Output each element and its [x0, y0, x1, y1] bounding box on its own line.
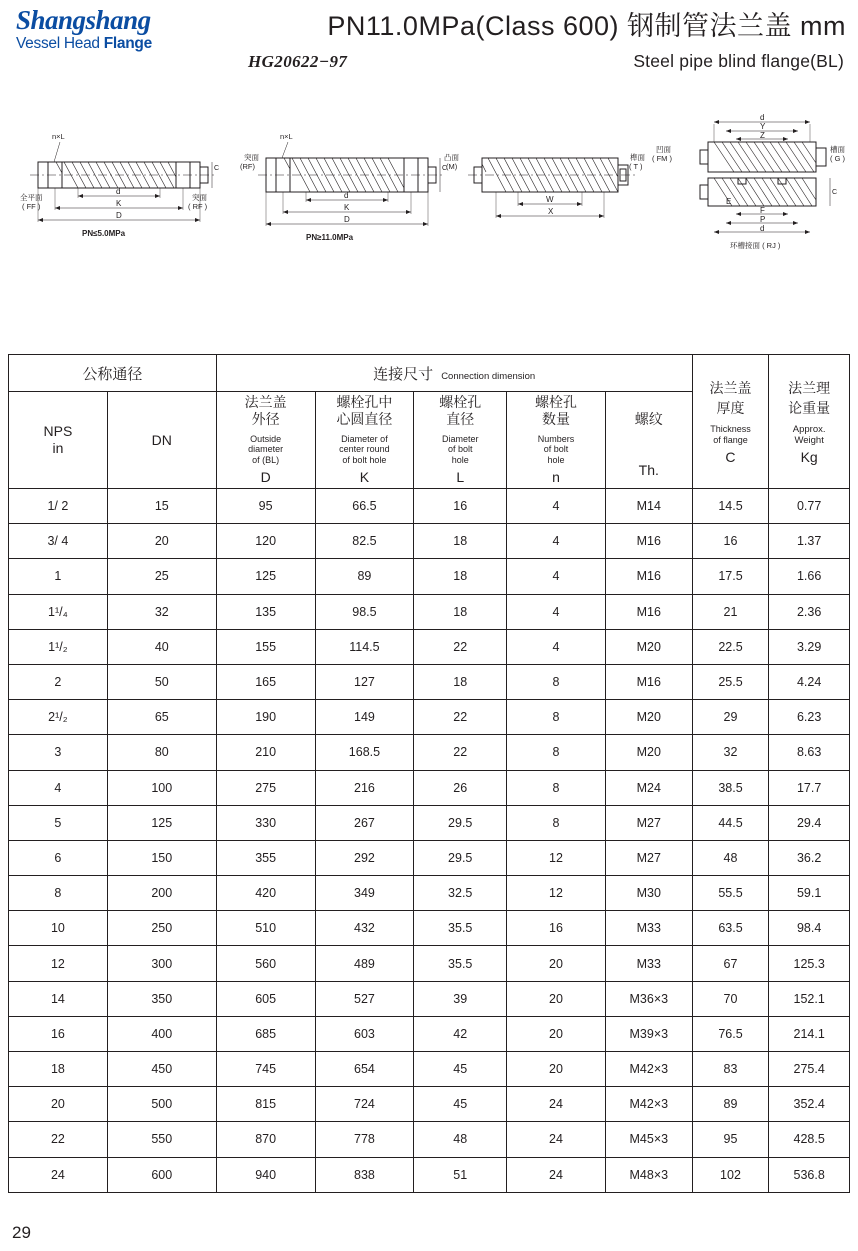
- table-row: [9, 700, 850, 735]
- weight-en-l2: Weight: [794, 435, 824, 446]
- cell-nps: 2¹/₂: [9, 700, 108, 735]
- svg-text:环槽接面 ( RJ ): 环槽接面 ( RJ ): [730, 241, 781, 250]
- cell-l: 45: [414, 1087, 507, 1122]
- drawings-svg: [0, 104, 858, 354]
- col-symbol-th: Th.: [638, 462, 659, 478]
- table-row: [9, 594, 850, 629]
- cell-c: 102: [692, 1157, 769, 1192]
- weight-cn-l2: 论重量: [788, 400, 831, 416]
- svg-text:榫面: 榫面: [630, 153, 645, 162]
- table-row: [9, 1157, 850, 1192]
- cell-n: 4: [507, 629, 606, 664]
- weight-cn-l1: 法兰理: [788, 380, 831, 396]
- cell-c: 38.5: [692, 770, 769, 805]
- table-row: [9, 664, 850, 699]
- cell-n: 8: [507, 735, 606, 770]
- cell-k: 603: [315, 1016, 414, 1051]
- cell-c: 67: [692, 946, 769, 981]
- cell-nps: 6: [9, 840, 108, 875]
- page-number: 29: [12, 1223, 31, 1242]
- svg-text:E: E: [726, 197, 732, 206]
- table-row: [9, 911, 850, 946]
- cell-l: 51: [414, 1157, 507, 1192]
- svg-text:( T ): ( T ): [629, 162, 643, 171]
- svg-text:PN≤5.0MPa: PN≤5.0MPa: [82, 229, 126, 238]
- cell-k: 127: [315, 664, 414, 699]
- cell-n: 24: [507, 1157, 606, 1192]
- cell-c: 29: [692, 700, 769, 735]
- cell-dn: 15: [107, 489, 216, 524]
- svg-text:F: F: [760, 206, 765, 215]
- cell-n: 16: [507, 911, 606, 946]
- svg-text:PN≥11.0MPa: PN≥11.0MPa: [306, 233, 354, 242]
- cell-k: 527: [315, 981, 414, 1016]
- table-row: [9, 489, 850, 524]
- cell-n: 20: [507, 946, 606, 981]
- cell-kg: 214.1: [769, 1016, 850, 1051]
- cell-n: 12: [507, 876, 606, 911]
- col-symbol-d: D: [260, 468, 271, 485]
- svg-text:d: d: [116, 187, 121, 196]
- cell-dn: 50: [107, 664, 216, 699]
- cell-kg: 536.8: [769, 1157, 850, 1192]
- drawing-ff-rf: [20, 132, 219, 238]
- svg-text:C: C: [214, 165, 220, 172]
- cell-c: 14.5: [692, 489, 769, 524]
- cell-d: 870: [216, 1122, 315, 1157]
- cell-th: M20: [605, 700, 692, 735]
- cell-th: M20: [605, 629, 692, 664]
- table-row: [9, 559, 850, 594]
- cell-l: 22: [414, 735, 507, 770]
- svg-text:d: d: [760, 224, 765, 233]
- cell-c: 17.5: [692, 559, 769, 594]
- thickness-cn-l1: 法兰盖: [709, 380, 752, 397]
- svg-text:W: W: [546, 195, 554, 204]
- table-row: [9, 1052, 850, 1087]
- cell-dn: 32: [107, 594, 216, 629]
- cell-th: M16: [605, 524, 692, 559]
- cell-d: 95: [216, 489, 315, 524]
- cell-th: M42×3: [605, 1052, 692, 1087]
- cell-d: 420: [216, 876, 315, 911]
- standard-code: HG20622−97: [248, 52, 348, 71]
- cell-d: 355: [216, 840, 315, 875]
- table-row: [9, 524, 850, 559]
- cell-k: 149: [315, 700, 414, 735]
- svg-text:突面: 突面: [244, 153, 259, 162]
- cell-nps: 22: [9, 1122, 108, 1157]
- technical-drawings: [0, 104, 858, 354]
- svg-text:( FF ): ( FF ): [22, 202, 41, 211]
- cell-kg: 1.66: [769, 559, 850, 594]
- cell-nps: 3: [9, 735, 108, 770]
- cell-k: 267: [315, 805, 414, 840]
- cell-c: 63.5: [692, 911, 769, 946]
- cell-kg: 1.37: [769, 524, 850, 559]
- table-row: [9, 840, 850, 875]
- thickness-symbol: C: [725, 448, 736, 465]
- cell-d: 605: [216, 981, 315, 1016]
- col-header-l: 螺栓孔 直径 Diameter of bolt hole L: [414, 392, 507, 489]
- svg-text:K: K: [344, 203, 350, 212]
- svg-text:K: K: [116, 199, 122, 208]
- cell-l: 26: [414, 770, 507, 805]
- svg-text:( FM ): ( FM ): [652, 154, 672, 163]
- table-body: [9, 489, 850, 1193]
- col-symbol-l: L: [456, 468, 465, 485]
- cell-c: 32: [692, 735, 769, 770]
- cell-n: 4: [507, 524, 606, 559]
- cell-dn: 450: [107, 1052, 216, 1087]
- cell-kg: 17.7: [769, 770, 850, 805]
- col-symbol-k: K: [359, 468, 370, 485]
- svg-text:C: C: [442, 165, 448, 172]
- cell-l: 35.5: [414, 946, 507, 981]
- cell-kg: 3.29: [769, 629, 850, 664]
- cell-dn: 550: [107, 1122, 216, 1157]
- cell-nps: 1¹/₂: [9, 629, 108, 664]
- svg-text:( G ): ( G ): [830, 154, 845, 163]
- thickness-cn-l2: 厚度: [716, 400, 745, 417]
- group-header-connection-en: Connection dimension: [441, 370, 536, 382]
- table-row: [9, 805, 850, 840]
- cell-dn: 500: [107, 1087, 216, 1122]
- svg-text:Z: Z: [760, 131, 765, 140]
- col-header-n: 螺栓孔 数量 Numbers of bolt hole n: [507, 392, 606, 489]
- cell-l: 32.5: [414, 876, 507, 911]
- cell-d: 125: [216, 559, 315, 594]
- cell-c: 76.5: [692, 1016, 769, 1051]
- title-subrow: [210, 51, 850, 72]
- cell-nps: 12: [9, 946, 108, 981]
- cell-th: M48×3: [605, 1157, 692, 1192]
- cell-c: 48: [692, 840, 769, 875]
- svg-text:d: d: [760, 113, 765, 122]
- cell-k: 489: [315, 946, 414, 981]
- cell-l: 18: [414, 664, 507, 699]
- cell-nps: 24: [9, 1157, 108, 1192]
- cell-th: M24: [605, 770, 692, 805]
- cell-th: M27: [605, 805, 692, 840]
- col-header-th: 螺纹 Th.: [605, 392, 692, 489]
- cell-n: 8: [507, 805, 606, 840]
- dn-label: DN: [151, 431, 172, 448]
- cell-n: 8: [507, 700, 606, 735]
- table-row: [9, 1122, 850, 1157]
- cell-l: 22: [414, 629, 507, 664]
- cell-n: 8: [507, 770, 606, 805]
- cell-d: 940: [216, 1157, 315, 1192]
- cell-l: 39: [414, 981, 507, 1016]
- svg-text:Y: Y: [760, 122, 766, 131]
- cell-k: 654: [315, 1052, 414, 1087]
- table-row: [9, 1087, 850, 1122]
- cell-nps: 16: [9, 1016, 108, 1051]
- flange-spec-table: [8, 354, 850, 1193]
- cell-kg: 428.5: [769, 1122, 850, 1157]
- cell-n: 24: [507, 1087, 606, 1122]
- cell-n: 8: [507, 664, 606, 699]
- svg-text:全平面: 全平面: [20, 193, 43, 202]
- cell-k: 292: [315, 840, 414, 875]
- cell-c: 95: [692, 1122, 769, 1157]
- col-header-k: 螺栓孔中 心圆直径 Diameter of center round of bolt hole K: [315, 392, 414, 489]
- col-symbol-n: n: [552, 468, 560, 485]
- cell-k: 349: [315, 876, 414, 911]
- cell-dn: 350: [107, 981, 216, 1016]
- spec-table-wrapper: [8, 354, 850, 1193]
- page-title: PN11.0MPa(Class 600) 钢制管法兰盖 mm: [327, 11, 846, 41]
- group-header-weight: [769, 355, 850, 489]
- cell-th: M39×3: [605, 1016, 692, 1051]
- table-row: [9, 946, 850, 981]
- cell-dn: 20: [107, 524, 216, 559]
- cell-th: M27: [605, 840, 692, 875]
- cell-d: 510: [216, 911, 315, 946]
- cell-kg: 98.4: [769, 911, 850, 946]
- nps-label-l2: in: [52, 440, 64, 456]
- cell-nps: 1¹/₄: [9, 594, 108, 629]
- cell-nps: 2: [9, 664, 108, 699]
- table-group-header-row: [9, 355, 850, 392]
- cell-c: 16: [692, 524, 769, 559]
- weight-en-l1: Approx.: [792, 424, 826, 435]
- svg-text:突面: 突面: [192, 193, 207, 202]
- cell-c: 22.5: [692, 629, 769, 664]
- cell-l: 18: [414, 559, 507, 594]
- table-row: [9, 981, 850, 1016]
- cell-dn: 300: [107, 946, 216, 981]
- page-subtitle: Steel pipe blind flange(BL): [633, 51, 844, 71]
- cell-l: 35.5: [414, 911, 507, 946]
- cell-n: 4: [507, 559, 606, 594]
- cell-kg: 275.4: [769, 1052, 850, 1087]
- brand-tagline: [16, 35, 206, 53]
- cell-l: 45: [414, 1052, 507, 1087]
- cell-dn: 125: [107, 805, 216, 840]
- svg-text:C: C: [832, 189, 838, 196]
- cell-n: 20: [507, 1016, 606, 1051]
- svg-text:n×L: n×L: [280, 132, 293, 141]
- cell-k: 98.5: [315, 594, 414, 629]
- cell-n: 4: [507, 594, 606, 629]
- cell-th: M33: [605, 946, 692, 981]
- drawing-fm-g-rj: [652, 113, 845, 250]
- svg-text:X: X: [548, 207, 554, 216]
- cell-d: 685: [216, 1016, 315, 1051]
- cell-dn: 200: [107, 876, 216, 911]
- cell-th: M16: [605, 594, 692, 629]
- cell-dn: 65: [107, 700, 216, 735]
- cell-th: M16: [605, 559, 692, 594]
- cell-th: M45×3: [605, 1122, 692, 1157]
- cell-nps: 4: [9, 770, 108, 805]
- cell-l: 16: [414, 489, 507, 524]
- cell-n: 24: [507, 1122, 606, 1157]
- cell-nps: 1: [9, 559, 108, 594]
- thickness-en-l2: of flange: [713, 435, 748, 445]
- svg-text:槽面: 槽面: [830, 145, 845, 154]
- table-row: [9, 629, 850, 664]
- cell-dn: 150: [107, 840, 216, 875]
- svg-text:( RF ): ( RF ): [188, 202, 208, 211]
- cell-d: 330: [216, 805, 315, 840]
- cell-dn: 250: [107, 911, 216, 946]
- cell-k: 724: [315, 1087, 414, 1122]
- drawing-rf: [240, 132, 447, 242]
- cell-c: 44.5: [692, 805, 769, 840]
- cell-nps: 10: [9, 911, 108, 946]
- cell-kg: 2.36: [769, 594, 850, 629]
- cell-th: M36×3: [605, 981, 692, 1016]
- group-header-connection-label: 连接尺寸: [373, 365, 434, 383]
- weight-symbol: Kg: [800, 449, 818, 465]
- svg-text:P: P: [760, 215, 766, 224]
- cell-c: 83: [692, 1052, 769, 1087]
- cell-kg: 59.1: [769, 876, 850, 911]
- cell-kg: 125.3: [769, 946, 850, 981]
- page-header: [0, 0, 858, 86]
- cell-kg: 352.4: [769, 1087, 850, 1122]
- cell-nps: 20: [9, 1087, 108, 1122]
- cell-d: 120: [216, 524, 315, 559]
- table-row: [9, 876, 850, 911]
- svg-text:凸面: 凸面: [444, 153, 459, 162]
- group-header-connection: [216, 355, 692, 392]
- cell-d: 560: [216, 946, 315, 981]
- cell-kg: 29.4: [769, 805, 850, 840]
- cell-dn: 100: [107, 770, 216, 805]
- cell-nps: 8: [9, 876, 108, 911]
- group-header-nominal-label: 公称通径: [82, 365, 143, 383]
- brand-name: Shangshang: [16, 5, 151, 35]
- cell-l: 42: [414, 1016, 507, 1051]
- cell-k: 778: [315, 1122, 414, 1157]
- cell-th: M33: [605, 911, 692, 946]
- group-header-thickness: [692, 355, 769, 489]
- cell-dn: 400: [107, 1016, 216, 1051]
- cell-l: 48: [414, 1122, 507, 1157]
- cell-nps: 3/ 4: [9, 524, 108, 559]
- cell-dn: 40: [107, 629, 216, 664]
- title-block: [210, 4, 850, 72]
- cell-c: 25.5: [692, 664, 769, 699]
- cell-d: 135: [216, 594, 315, 629]
- group-header-nominal: [9, 355, 217, 392]
- brand-logo: [16, 6, 206, 53]
- cell-d: 745: [216, 1052, 315, 1087]
- cell-th: M30: [605, 876, 692, 911]
- cell-d: 275: [216, 770, 315, 805]
- cell-k: 82.5: [315, 524, 414, 559]
- cell-kg: 4.24: [769, 664, 850, 699]
- cell-n: 12: [507, 840, 606, 875]
- nps-label-l1: NPS: [43, 423, 73, 440]
- cell-kg: 8.63: [769, 735, 850, 770]
- cell-kg: 152.1: [769, 981, 850, 1016]
- cell-dn: 80: [107, 735, 216, 770]
- col-header-dn: [107, 392, 216, 489]
- cell-th: M42×3: [605, 1087, 692, 1122]
- cell-d: 155: [216, 629, 315, 664]
- cell-nps: 1/ 2: [9, 489, 108, 524]
- cell-d: 815: [216, 1087, 315, 1122]
- col-header-nps: [9, 392, 108, 489]
- svg-text:D: D: [116, 211, 122, 220]
- cell-k: 66.5: [315, 489, 414, 524]
- cell-c: 55.5: [692, 876, 769, 911]
- cell-k: 168.5: [315, 735, 414, 770]
- cell-nps: 5: [9, 805, 108, 840]
- cell-l: 29.5: [414, 805, 507, 840]
- cell-th: M20: [605, 735, 692, 770]
- brand-tagline-2: Flange: [103, 35, 152, 53]
- table-row: [9, 1016, 850, 1051]
- cell-k: 838: [315, 1157, 414, 1192]
- cell-th: M14: [605, 489, 692, 524]
- cell-c: 21: [692, 594, 769, 629]
- cell-k: 89: [315, 559, 414, 594]
- cell-l: 18: [414, 524, 507, 559]
- svg-text:凹面: 凹面: [656, 145, 671, 154]
- cell-c: 70: [692, 981, 769, 1016]
- svg-text:d: d: [344, 191, 349, 200]
- cell-l: 18: [414, 594, 507, 629]
- cell-c: 89: [692, 1087, 769, 1122]
- cell-dn: 25: [107, 559, 216, 594]
- label-nxl: n×L: [52, 132, 65, 141]
- cell-d: 210: [216, 735, 315, 770]
- cell-th: M16: [605, 664, 692, 699]
- cell-d: 165: [216, 664, 315, 699]
- cell-kg: 0.77: [769, 489, 850, 524]
- col-header-d: 法兰盖 外径 Outside diameter of (BL) D: [216, 392, 315, 489]
- cell-k: 216: [315, 770, 414, 805]
- cell-kg: 36.2: [769, 840, 850, 875]
- cell-k: 114.5: [315, 629, 414, 664]
- thickness-en-l1: Thickness: [710, 424, 751, 435]
- cell-n: 20: [507, 1052, 606, 1087]
- drawing-m-t: [444, 152, 645, 218]
- table-row: [9, 735, 850, 770]
- svg-text:(RF): (RF): [240, 162, 255, 171]
- cell-k: 432: [315, 911, 414, 946]
- cell-d: 190: [216, 700, 315, 735]
- cell-nps: 18: [9, 1052, 108, 1087]
- brand-tagline-1: Vessel Head: [16, 35, 100, 53]
- table-row: [9, 770, 850, 805]
- cell-l: 22: [414, 700, 507, 735]
- cell-n: 20: [507, 981, 606, 1016]
- cell-dn: 600: [107, 1157, 216, 1192]
- svg-text:D: D: [344, 215, 350, 224]
- cell-n: 4: [507, 489, 606, 524]
- cell-kg: 6.23: [769, 700, 850, 735]
- svg-text:(M): (M): [446, 162, 458, 171]
- cell-l: 29.5: [414, 840, 507, 875]
- cell-nps: 14: [9, 981, 108, 1016]
